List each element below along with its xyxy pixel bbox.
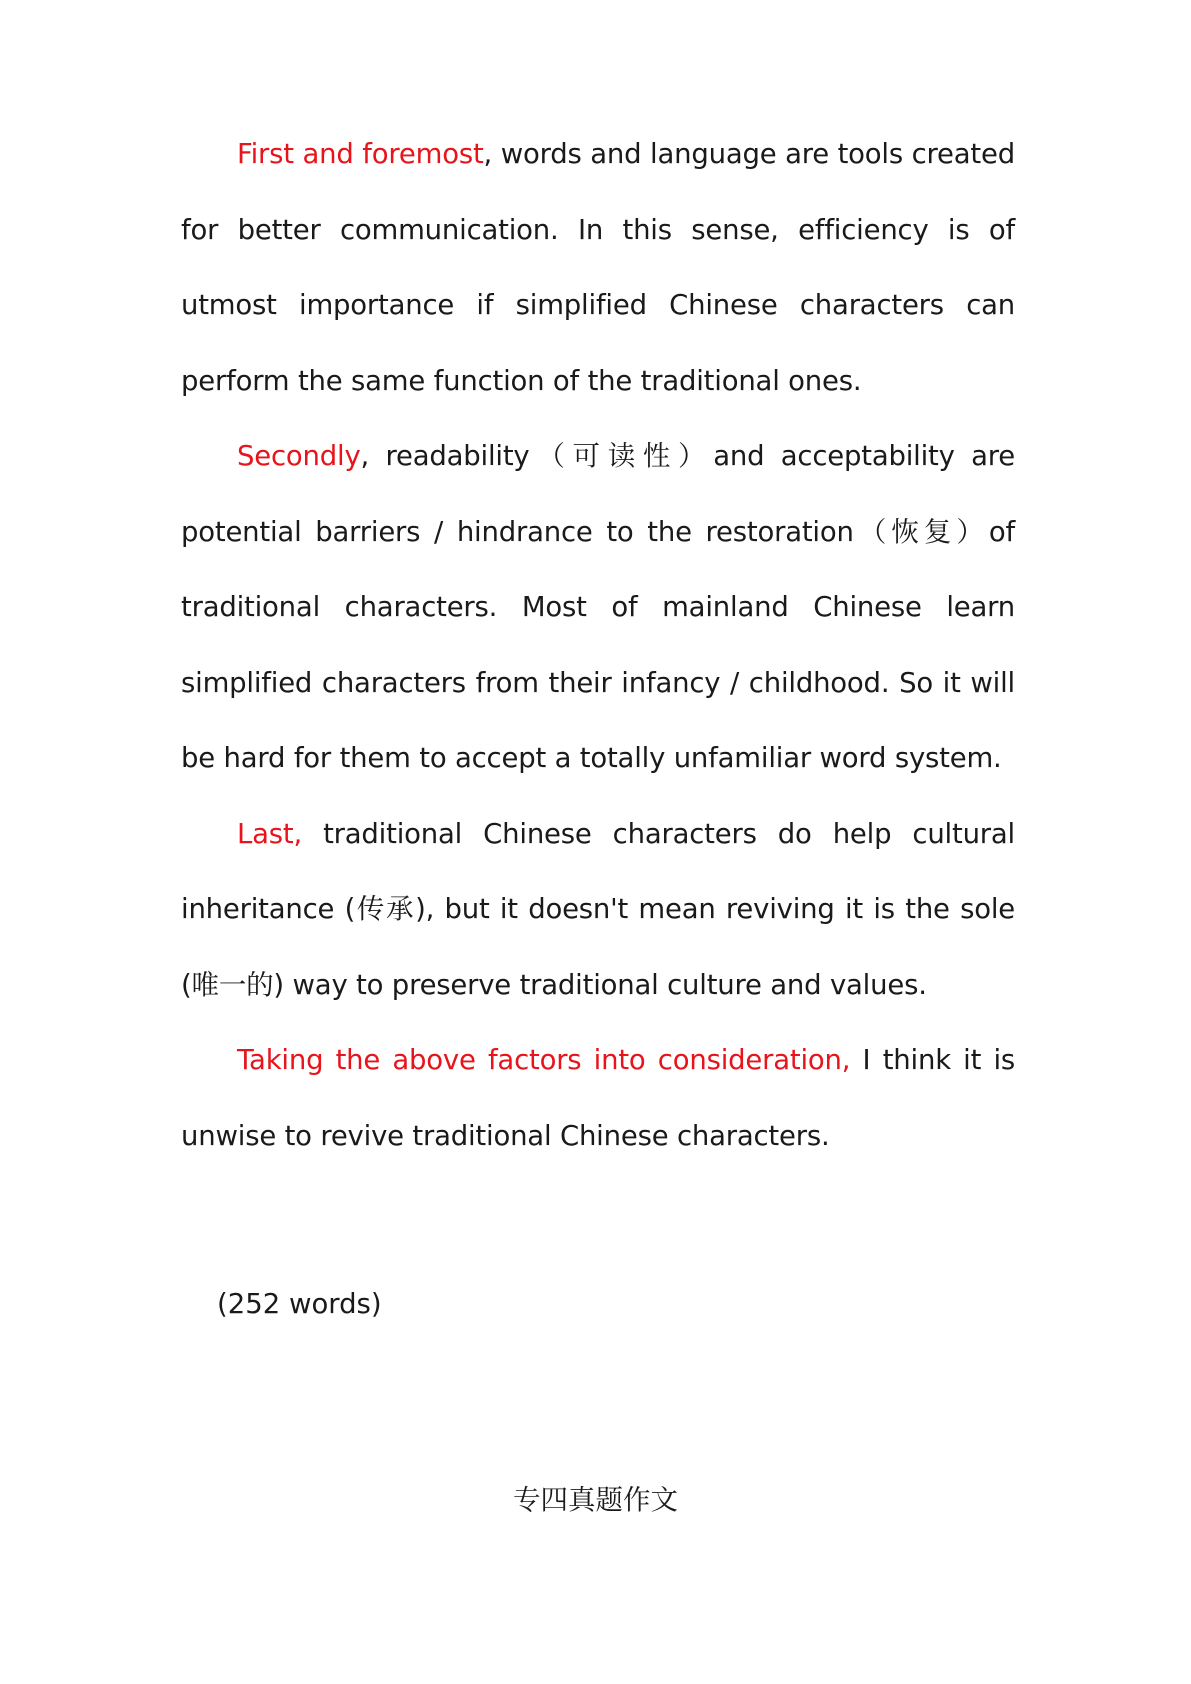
paragraph-conclusion bbox=[181, 1023, 1015, 1174]
paragraph-text: I think it is unwise to revive traditional Chinese characters. bbox=[181, 1044, 1016, 1152]
transition-phrase: First and foremost bbox=[237, 138, 484, 170]
transition-phrase: Secondly bbox=[237, 440, 361, 472]
transition-phrase: Last, bbox=[237, 817, 303, 850]
word-count: (252 words) bbox=[217, 1288, 382, 1320]
paragraph-first bbox=[181, 117, 1015, 419]
essay-body bbox=[181, 117, 1015, 1174]
page-footer-title: 专四真题作文 bbox=[513, 1484, 678, 1516]
paragraph-text: traditional Chinese characters do help cultural inheritance (传承), but it doesn't mean reviving it is the sole (唯一的) way to preserve traditional culture and values. bbox=[181, 817, 1015, 1001]
paragraph-text: , readability（可读性）and acceptability are potential barriers / hindrance to the restoration（恢复）of traditional characters. Most of mainland Chinese learn simplified characters from their infancy / childhood. So it will be hard for them to accept a totally unfamiliar word system. bbox=[181, 440, 1015, 774]
transition-phrase: Taking the above factors into consideration, bbox=[237, 1044, 851, 1076]
paragraph-text: , words and language are tools created for better communication. In this sense, efficiency is of utmost importance if simplified Chinese characters can perform the same function of the traditional ones. bbox=[181, 138, 1015, 397]
paragraph-second bbox=[181, 419, 1015, 797]
paragraph-third bbox=[181, 797, 1015, 1024]
